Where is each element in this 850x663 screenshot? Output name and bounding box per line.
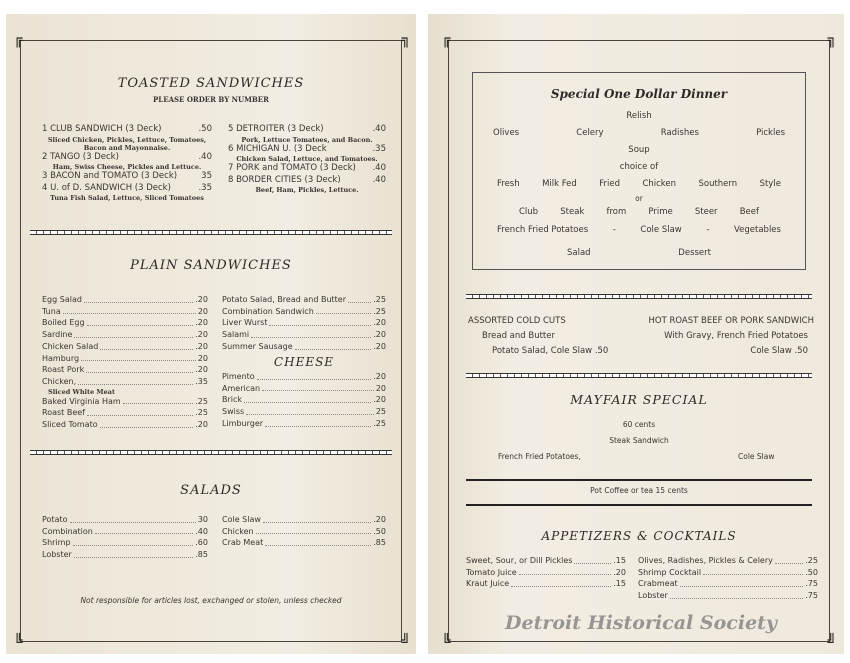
item-price: .20: [195, 318, 208, 328]
dinner-word: Beef: [739, 207, 759, 217]
item-price: 35: [201, 171, 212, 181]
item-price: .20: [373, 330, 386, 340]
item-name: Roast Beef: [42, 408, 85, 418]
item-name: 6 MICHIGAN U. (3 Deck: [228, 143, 327, 154]
soup-label: Soup: [628, 145, 650, 155]
menu-item: [42, 341, 208, 353]
item-price: 30: [197, 515, 208, 524]
item-name: Tomato Juice: [466, 567, 517, 577]
dot-leader: [265, 537, 371, 546]
item-price: .40: [372, 124, 386, 134]
menu-item: [42, 407, 208, 419]
dot-leader: [511, 578, 611, 587]
dinner-word: Southern: [698, 179, 738, 189]
menu-item: [42, 329, 208, 341]
dinner-word: Dessert: [678, 248, 711, 258]
toasted-column-1: [42, 124, 212, 202]
dot-leader: [70, 514, 196, 523]
item-name: Combination Sandwich: [222, 306, 314, 316]
dot-leader: [703, 567, 803, 576]
dot-leader: [87, 407, 193, 416]
menu-item: [638, 590, 818, 602]
dinner-word: Salad: [567, 248, 591, 258]
dot-leader: [257, 371, 372, 380]
item-name: Boiled Egg: [42, 318, 85, 328]
toasted-sandwiches-title: TOASTED SANDWICHES: [117, 76, 305, 91]
dot-leader: [74, 329, 193, 338]
item-line: [42, 152, 212, 164]
dot-leader: [87, 317, 194, 326]
relish-items: [493, 128, 785, 138]
menu-item: [228, 124, 386, 144]
ornamental-divider: [466, 373, 812, 378]
cheese-title: CHEESE: [273, 355, 335, 369]
item-price: .20: [373, 372, 386, 381]
dot-leader: [86, 364, 193, 373]
cold-cuts-block: [468, 314, 608, 359]
item-name: 8 BORDER CITIES (3 Deck): [228, 174, 341, 185]
special-dinner-title: Special One Dollar Dinner: [550, 87, 728, 101]
appetizers-title: APPETIZERS & COCKTAILS: [541, 529, 737, 543]
menu-item: [466, 578, 626, 590]
item-name: Brick: [222, 395, 243, 405]
item-line: [42, 171, 212, 183]
item-line: [42, 124, 212, 136]
corner-ornament-icon: ╝: [827, 634, 836, 650]
item-price: .75: [805, 591, 818, 601]
menu-item: [222, 371, 386, 383]
divider-line: [466, 479, 812, 481]
corner-ornament-icon: ╝: [401, 634, 410, 650]
corner-ornament-icon: ╔: [442, 32, 451, 48]
dot-leader: [246, 406, 374, 415]
dinner-word: Fried: [599, 179, 620, 189]
salads-title: SALADS: [180, 483, 242, 498]
menu-item: [42, 526, 208, 538]
corner-ornament-icon: ╔: [14, 32, 23, 48]
item-name: Crab Meat: [222, 538, 264, 548]
dot-leader: [775, 555, 803, 564]
dinner-word: Chicken: [642, 179, 677, 189]
corner-ornament-icon: ╚: [14, 634, 23, 650]
dot-leader: [100, 419, 194, 428]
menu-item: [42, 549, 208, 561]
dinner-word: Milk Fed: [542, 179, 577, 189]
steak-line: [519, 207, 759, 217]
menu-item: [42, 171, 212, 183]
dinner-word: -: [612, 225, 616, 235]
menu-item: [42, 364, 208, 376]
dinner-word: Radishes: [660, 128, 699, 138]
menu-item: [42, 396, 208, 408]
chicken-note: Sliced White Meat: [48, 387, 115, 396]
item-name: 7 PORK and TOMATO (3 Deck): [228, 163, 356, 173]
menu-item: [42, 376, 208, 388]
item-price: .25: [195, 396, 208, 406]
item-price: .20: [195, 420, 208, 430]
item-description: Tuna Fish Salad, Lettuce, Sliced Tomatoes: [50, 194, 204, 202]
dinner-word: Cole Slaw: [640, 225, 682, 235]
menu-item: [42, 353, 208, 365]
item-price: .85: [373, 538, 386, 548]
appetizers-column-2: [638, 555, 818, 602]
item-price: .85: [195, 550, 208, 560]
item-price: .50: [373, 526, 386, 536]
dinner-word: Prime: [648, 207, 673, 217]
item-name: Shrimp: [42, 538, 71, 548]
toasted-column-2: [228, 124, 386, 194]
dot-leader: [269, 317, 371, 326]
coffee-note: Pot Coffee or tea 15 cents: [590, 486, 688, 495]
chicken-line: [497, 179, 781, 189]
menu-item: [42, 183, 212, 203]
hot-roast-block: [649, 314, 815, 359]
menu-item: [638, 578, 818, 590]
menu-item: [222, 526, 386, 538]
menu-item: [42, 152, 212, 172]
menu-item: [466, 555, 626, 567]
plain-column-2: [222, 294, 386, 353]
mayfair-side: Cole Slaw: [738, 452, 775, 461]
item-price: .35: [198, 182, 212, 193]
or-label: or: [635, 194, 643, 203]
ornamental-divider: [30, 450, 392, 455]
item-name: Limburger: [222, 418, 264, 428]
item-price: .20: [195, 365, 208, 375]
relish-label: Relish: [626, 111, 652, 121]
item-name: Olives, Radishes, Pickles & Celery: [638, 556, 773, 565]
corner-ornament-icon: ╗: [401, 32, 410, 48]
dot-leader: [519, 567, 612, 576]
item-price: .15: [613, 579, 626, 589]
menu-item: [228, 163, 386, 175]
item-name: Lobster: [42, 550, 72, 560]
item-price: .60: [195, 538, 208, 548]
dinner-word: Olives: [493, 128, 520, 138]
item-description: Ham, Swiss Cheese, Pickles and Lettuce.: [52, 163, 202, 171]
dinner-word: Celery: [576, 128, 604, 138]
hot-roast-line: With Gravy, French Fried Potatoes: [664, 331, 808, 341]
disclaimer: Not responsible for articles lost, exchanged or stolen, unless checked: [80, 596, 342, 605]
plain-column-1: [42, 294, 208, 431]
dot-leader: [265, 418, 371, 427]
dinner-word: Style: [759, 179, 781, 189]
item-description: Chicken Salad, Lettuce, and Tomatoes.: [236, 155, 378, 163]
item-price: .35: [372, 143, 386, 154]
item-name: Crabmeat: [638, 579, 678, 589]
cold-cuts-line: Bread and Butter: [482, 331, 555, 341]
menu-item: [42, 537, 208, 549]
ornamental-divider: [30, 230, 392, 235]
item-price: 25: [375, 407, 386, 417]
hot-roast-line: Cole Slaw .50: [750, 346, 808, 356]
dot-leader: [73, 537, 194, 546]
menu-item: [222, 383, 386, 395]
item-name: Potato Salad, Bread and Butter: [222, 295, 346, 304]
dot-leader: [74, 549, 193, 558]
dot-leader: [100, 341, 193, 350]
item-price: .50: [805, 567, 818, 577]
item-name: 4 U. of D. SANDWICH (3 Deck): [42, 182, 171, 193]
item-name: Shrimp Cocktail: [638, 567, 702, 577]
dot-leader: [244, 394, 371, 403]
item-price: .20: [195, 295, 208, 304]
item-name: Chicken: [222, 526, 254, 536]
menu-item: [466, 567, 626, 579]
cold-cuts-title: ASSORTED COLD CUTS: [468, 316, 566, 326]
dot-leader: [670, 590, 803, 599]
ornamental-divider: [466, 294, 812, 299]
plain-sandwiches-title: PLAIN SANDWICHES: [130, 258, 292, 273]
item-name: 1 CLUB SANDWICH (3 Deck): [42, 124, 162, 134]
item-name: 5 DETROITER (3 Deck): [228, 124, 324, 134]
dot-leader: [95, 526, 193, 535]
menu-item: [228, 144, 386, 164]
item-price: .20: [373, 515, 386, 524]
dot-leader: [84, 294, 193, 303]
item-name: Cole Slaw: [222, 515, 261, 524]
item-price: .20: [373, 395, 386, 405]
dinner-word: Fresh: [497, 179, 520, 189]
dinner-word: Vegetables: [734, 225, 781, 235]
item-description: Beef, Ham, Pickles, Lettuce.: [255, 186, 359, 194]
item-price: .40: [195, 526, 208, 536]
item-price: .20: [195, 330, 208, 340]
dinner-word: -: [706, 225, 710, 235]
menu-item: [42, 317, 208, 329]
dinner-word: French Fried Potatoes: [497, 225, 589, 235]
dinner-word: from: [606, 207, 627, 217]
menu-item: [222, 418, 386, 430]
mayfair-main: Steak Sandwich: [609, 436, 669, 445]
right-page: [428, 14, 844, 654]
dot-leader: [263, 514, 371, 523]
item-price: 20: [197, 306, 208, 316]
item-line: [228, 163, 386, 175]
menu-item: [222, 394, 386, 406]
menu-item: [638, 555, 818, 567]
menu-item: [222, 329, 386, 341]
cheese-list: [222, 371, 386, 430]
item-price: .75: [805, 579, 818, 589]
item-price: .25: [373, 306, 386, 316]
appetizers-column-1: [466, 555, 626, 590]
item-line: [42, 183, 212, 195]
dot-leader: [574, 555, 611, 564]
menu-item: [222, 537, 386, 549]
menu-item: [222, 406, 386, 418]
choice-label: choice of: [619, 162, 659, 172]
item-name: 3 BACON and TOMATO (3 Deck): [42, 171, 178, 181]
special-dinner-box: [472, 72, 806, 270]
item-name: Chicken,: [42, 376, 77, 386]
salads-column-1: [42, 514, 208, 561]
item-price: .35: [195, 376, 208, 386]
item-name: Baked Virginia Ham: [42, 396, 121, 406]
menu-item: [42, 306, 208, 318]
item-line: [228, 175, 386, 187]
item-line: [228, 124, 386, 136]
dot-leader: [680, 578, 804, 587]
item-price: .25: [373, 418, 386, 428]
menu-item: [222, 317, 386, 329]
dot-leader: [251, 329, 371, 338]
dot-leader: [81, 353, 196, 362]
item-price: 20: [197, 353, 208, 363]
item-price: .20: [195, 341, 208, 351]
menu-item: [42, 294, 208, 306]
item-name: Egg Salad: [42, 295, 82, 304]
mayfair-side: French Fried Potatoes,: [498, 452, 581, 461]
corner-ornament-icon: ╚: [442, 634, 451, 650]
item-name: Hamburg: [42, 353, 80, 363]
order-by-number-note: PLEASE ORDER BY NUMBER: [153, 95, 269, 104]
item-name: Roast Pork: [42, 365, 85, 375]
item-name: Kraut Juice: [466, 579, 510, 589]
item-name: Salami: [222, 330, 250, 340]
dot-leader: [316, 306, 371, 315]
sides-line: [497, 225, 781, 235]
item-name: Chicken Salad: [42, 341, 99, 351]
item-description: Sliced Chicken, Pickles, Lettuce, Tomatoes, Bacon and Mayonnaise.: [47, 135, 207, 152]
item-price: .25: [373, 295, 386, 304]
menu-item: [42, 124, 212, 152]
item-price: 20: [375, 383, 386, 393]
menu-item: [222, 294, 386, 306]
item-name: Sardine: [42, 330, 73, 340]
dinner-word: Steak: [560, 207, 585, 217]
salads-column-2: [222, 514, 386, 549]
dot-leader: [295, 341, 372, 350]
dot-leader: [256, 526, 372, 535]
dot-leader: [262, 383, 374, 392]
dot-leader: [348, 294, 371, 303]
item-line: [228, 144, 386, 156]
dinner-word: Pickles: [756, 128, 785, 138]
menu-item: [228, 175, 386, 195]
item-price: .50: [198, 124, 212, 134]
item-name: Tuna: [42, 306, 61, 316]
menu-item: [222, 341, 386, 353]
left-page: [6, 14, 416, 654]
dot-leader: [78, 376, 193, 385]
item-price: .20: [613, 567, 626, 577]
item-price: .15: [613, 556, 626, 565]
menu-item: [638, 567, 818, 579]
mayfair-price: 60 cents: [622, 420, 656, 429]
item-price: .25: [805, 556, 818, 565]
item-name: Potato: [42, 515, 68, 524]
mayfair-title: MAYFAIR SPECIAL: [570, 392, 708, 407]
hot-roast-title: HOT ROAST BEEF OR PORK SANDWICH: [648, 316, 814, 326]
item-name: Pimento: [222, 372, 255, 381]
item-name: Sweet, Sour, or Dill Pickles: [466, 556, 573, 565]
item-name: Swiss: [222, 407, 245, 417]
item-description: Pork, Lettuce Tomatoes, and Bacon.: [241, 135, 373, 144]
menu-item: [222, 514, 386, 526]
item-name: 2 TANGO (3 Deck): [42, 151, 119, 162]
item-price: .20: [373, 341, 386, 351]
cold-cuts-line: Potato Salad, Cole Slaw .50: [492, 346, 609, 356]
item-name: American: [222, 383, 261, 393]
item-price: .20: [373, 318, 386, 328]
item-name: Liver Wurst: [222, 318, 268, 328]
divider-line: [466, 504, 812, 506]
item-price: .25: [195, 408, 208, 418]
dot-leader: [123, 396, 194, 405]
salad-dessert-line: [567, 248, 711, 258]
item-price: .40: [198, 151, 212, 162]
item-name: Combination: [42, 526, 93, 536]
dot-leader: [63, 306, 196, 315]
dinner-word: Club: [519, 207, 539, 217]
menu-item: [42, 514, 208, 526]
item-name: Summer Sausage: [222, 341, 293, 351]
dinner-word: Steer: [694, 207, 718, 217]
item-price: .40: [372, 174, 386, 185]
menu-item: [42, 419, 208, 431]
menu-item: [222, 306, 386, 318]
corner-ornament-icon: ╗: [827, 32, 836, 48]
item-price: .40: [372, 163, 386, 173]
item-name: Sliced Tomato: [42, 420, 98, 430]
watermark: Detroit Historical Society: [505, 612, 777, 634]
item-name: Lobster: [638, 591, 668, 601]
